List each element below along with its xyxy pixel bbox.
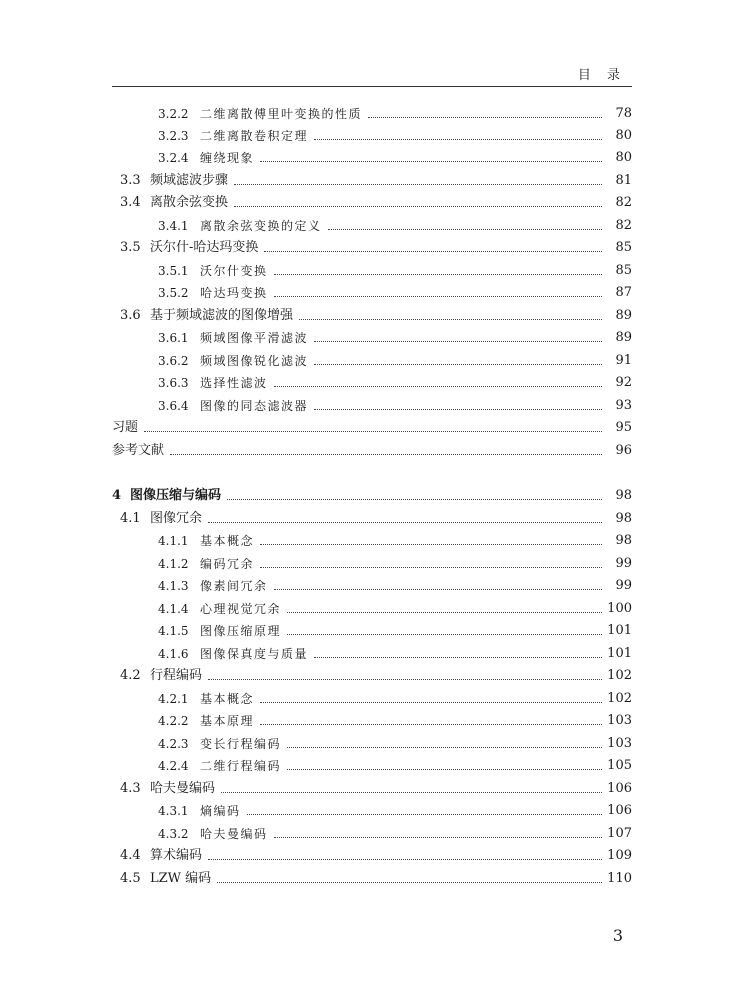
toc-entry-number: 4.2.1 bbox=[158, 692, 189, 706]
toc-entry-page: 81 bbox=[615, 173, 632, 188]
toc-entry-number: 3.2.3 bbox=[158, 129, 189, 143]
toc-entry-title: 熵编码 bbox=[200, 804, 241, 818]
toc-entry[interactable] bbox=[158, 707, 632, 729]
toc-entry[interactable] bbox=[158, 730, 632, 752]
toc-entry-title: 沃尔什变换 bbox=[200, 264, 268, 278]
toc-entry[interactable] bbox=[158, 144, 632, 166]
toc-entry-number: 4.1 bbox=[120, 511, 141, 526]
header-title: 目 录 bbox=[577, 68, 626, 83]
toc-entry[interactable] bbox=[158, 527, 632, 549]
dot-leader bbox=[328, 229, 602, 230]
dot-leader bbox=[234, 206, 602, 207]
dot-leader bbox=[227, 499, 602, 500]
toc-entry-number: 3.2.2 bbox=[158, 107, 189, 121]
toc-entry-page: 93 bbox=[615, 398, 632, 413]
toc-entry-title: 基本概念 bbox=[200, 692, 255, 706]
page-number: 3 bbox=[612, 926, 623, 945]
toc-entry-title: 频域图像平滑滤波 bbox=[200, 331, 309, 345]
toc-entry-page: 89 bbox=[615, 308, 632, 323]
dot-leader bbox=[274, 589, 602, 590]
toc-entry-title: 离散余弦变换 bbox=[150, 195, 229, 210]
toc-entry-number: 3.3 bbox=[120, 173, 141, 188]
toc-entry-number: 4.1.2 bbox=[158, 557, 189, 571]
toc-entry-page: 98 bbox=[615, 511, 632, 526]
toc-entry[interactable] bbox=[158, 685, 632, 707]
toc-entry-number: 3.6.2 bbox=[158, 354, 189, 368]
toc-entry-page: 103 bbox=[607, 736, 632, 751]
toc-entry-number: 4.1.5 bbox=[158, 624, 189, 638]
toc-entry[interactable] bbox=[120, 775, 632, 797]
toc-entry-number: 3.4 bbox=[120, 195, 141, 210]
dot-leader bbox=[274, 296, 602, 297]
toc-entry-title: 图像冗余 bbox=[150, 511, 203, 526]
toc-entry-title: 图像压缩原理 bbox=[200, 624, 282, 638]
toc-entry-number: 3.5.1 bbox=[158, 264, 189, 278]
toc-entry[interactable] bbox=[120, 234, 632, 256]
toc-entry-page: 105 bbox=[607, 758, 632, 773]
toc-entry-page: 85 bbox=[615, 240, 632, 255]
toc-entry-page: 80 bbox=[615, 150, 632, 165]
toc-entry-title: 哈夫曼编码 bbox=[150, 781, 216, 796]
toc-entry-page: 87 bbox=[615, 285, 632, 300]
toc-entry-number: 4.4 bbox=[120, 848, 141, 863]
toc-entry-title: 沃尔什-哈达玛变换 bbox=[150, 240, 259, 255]
toc-entry-page: 85 bbox=[615, 263, 632, 278]
toc-entry-title: 基本原理 bbox=[200, 714, 255, 728]
toc-entry[interactable] bbox=[120, 662, 632, 684]
toc-entry-page: 103 bbox=[607, 713, 632, 728]
toc-entry-title: 习题 bbox=[112, 420, 139, 435]
dot-leader bbox=[287, 634, 602, 635]
dot-leader bbox=[217, 882, 602, 883]
toc-entry-number: 4.3 bbox=[120, 781, 141, 796]
toc-entry-page: 92 bbox=[615, 375, 632, 390]
dot-leader bbox=[314, 341, 602, 342]
toc-entry-number: 4.2.2 bbox=[158, 714, 189, 728]
toc-entry-number: 4.1.1 bbox=[158, 534, 189, 548]
dot-leader bbox=[287, 612, 602, 613]
toc-entry[interactable] bbox=[158, 212, 632, 234]
toc-entry-title: 编码冗余 bbox=[200, 557, 255, 571]
dot-leader bbox=[260, 702, 602, 703]
toc-entry-page: 100 bbox=[607, 601, 632, 616]
running-header bbox=[112, 64, 632, 86]
toc-entry[interactable] bbox=[158, 122, 632, 144]
toc-entry[interactable] bbox=[158, 392, 632, 414]
toc-entry[interactable] bbox=[120, 842, 632, 864]
toc-entry-number: 3.4.1 bbox=[158, 219, 189, 233]
toc-entry[interactable] bbox=[158, 100, 632, 122]
dot-leader bbox=[208, 522, 602, 523]
toc-entry-number: 4.1.6 bbox=[158, 647, 189, 661]
toc-entry-number: 4.3.1 bbox=[158, 804, 189, 818]
toc-entry-title: 哈夫曼编码 bbox=[200, 827, 268, 841]
toc-entry-page: 102 bbox=[607, 691, 632, 706]
dot-leader bbox=[314, 364, 602, 365]
toc-entry-title: 变长行程编码 bbox=[200, 737, 282, 751]
dot-leader bbox=[234, 184, 602, 185]
toc-entry-title: 参考文献 bbox=[112, 443, 165, 458]
toc-entry-number: 3.2.4 bbox=[158, 151, 189, 165]
toc-entry-title: LZW 编码 bbox=[150, 871, 212, 886]
toc-entry-number: 3.5 bbox=[120, 240, 141, 255]
toc-entry[interactable] bbox=[158, 820, 632, 842]
dot-leader bbox=[368, 117, 602, 118]
toc-entry-number: 3.6.4 bbox=[158, 399, 189, 413]
toc-entry[interactable] bbox=[158, 797, 632, 819]
toc-entry[interactable] bbox=[158, 752, 632, 774]
dot-leader bbox=[260, 544, 602, 545]
toc-entry-page: 80 bbox=[615, 128, 632, 143]
toc-entry[interactable] bbox=[158, 640, 632, 662]
toc-entry-title: 缠绕现象 bbox=[200, 151, 255, 165]
toc-entry[interactable] bbox=[158, 347, 632, 369]
toc-entry[interactable] bbox=[158, 550, 632, 572]
toc-entry-page: 82 bbox=[615, 218, 632, 233]
toc-entry[interactable] bbox=[112, 482, 632, 504]
toc-entry-page: 101 bbox=[607, 623, 632, 638]
toc-entry[interactable] bbox=[158, 617, 632, 639]
toc-entry-page: 102 bbox=[607, 668, 632, 683]
dot-leader bbox=[208, 859, 602, 860]
toc-entry-number: 4.2.4 bbox=[158, 759, 189, 773]
dot-leader bbox=[260, 161, 602, 162]
toc-entry[interactable] bbox=[112, 437, 632, 459]
dot-leader bbox=[170, 454, 602, 455]
toc-entry-number: 3.6.3 bbox=[158, 376, 189, 390]
dot-leader bbox=[260, 724, 602, 725]
dot-leader bbox=[314, 139, 602, 140]
dot-leader bbox=[260, 567, 602, 568]
dot-leader bbox=[314, 657, 602, 658]
toc-entry[interactable] bbox=[120, 865, 632, 887]
toc-entry-number: 3.6.1 bbox=[158, 331, 189, 345]
dot-leader bbox=[287, 769, 602, 770]
toc-entry-title: 行程编码 bbox=[150, 668, 203, 683]
toc-entry-title: 基本概念 bbox=[200, 534, 255, 548]
dot-leader bbox=[299, 319, 602, 320]
toc-entry-page: 106 bbox=[607, 803, 632, 818]
dot-leader bbox=[274, 274, 602, 275]
toc-entry-title: 基于频域滤波的图像增强 bbox=[150, 308, 294, 323]
toc-entry-title: 图像的同态滤波器 bbox=[200, 399, 309, 413]
toc-entry[interactable] bbox=[112, 414, 632, 436]
toc-entry-title: 心理视觉冗余 bbox=[200, 602, 282, 616]
toc-entry-page: 98 bbox=[615, 488, 632, 503]
toc-entry[interactable] bbox=[158, 257, 632, 279]
toc-entry-number: 3.5.2 bbox=[158, 286, 189, 300]
toc-entry-page: 101 bbox=[607, 646, 632, 661]
toc-entry[interactable] bbox=[158, 595, 632, 617]
toc-entry-page: 82 bbox=[615, 195, 632, 210]
toc-entry-page: 99 bbox=[615, 556, 632, 571]
dot-leader bbox=[264, 251, 602, 252]
toc-entry-page: 91 bbox=[615, 353, 632, 368]
dot-leader bbox=[144, 431, 602, 432]
toc-entry[interactable] bbox=[120, 505, 632, 527]
toc-entry-title: 哈达玛变换 bbox=[200, 286, 268, 300]
toc-entry-title: 二维离散卷积定理 bbox=[200, 129, 309, 143]
toc-entry[interactable] bbox=[158, 369, 632, 391]
toc-entry[interactable] bbox=[120, 167, 632, 189]
toc-entry-page: 78 bbox=[615, 106, 632, 121]
toc-entry-title: 离散余弦变换的定义 bbox=[200, 219, 322, 233]
toc-entry-number: 4 bbox=[112, 488, 122, 503]
toc-entry-page: 96 bbox=[615, 443, 632, 458]
toc-entry-title: 图像压缩与编码 bbox=[130, 488, 222, 503]
toc-entry-title: 二维行程编码 bbox=[200, 759, 282, 773]
toc-entry-number: 4.3.2 bbox=[158, 827, 189, 841]
toc-entry[interactable] bbox=[120, 302, 632, 324]
dot-leader bbox=[221, 792, 602, 793]
toc-entry-page: 110 bbox=[607, 871, 632, 886]
toc-entry[interactable] bbox=[158, 279, 632, 301]
dot-leader bbox=[314, 409, 602, 410]
toc-entry-number: 4.2 bbox=[120, 668, 141, 683]
toc-entry-page: 95 bbox=[615, 420, 632, 435]
toc-entry-title: 算术编码 bbox=[150, 848, 203, 863]
dot-leader bbox=[274, 386, 602, 387]
toc-entry-title: 频域滤波步骤 bbox=[150, 173, 229, 188]
dot-leader bbox=[274, 837, 602, 838]
toc-entry-title: 选择性滤波 bbox=[200, 376, 268, 390]
dot-leader bbox=[208, 679, 602, 680]
toc-entry-number: 3.6 bbox=[120, 308, 141, 323]
toc-entry-page: 106 bbox=[607, 781, 632, 796]
dot-leader bbox=[287, 747, 602, 748]
toc-entry-page: 99 bbox=[615, 578, 632, 593]
toc-entry-number: 4.1.4 bbox=[158, 602, 189, 616]
toc-entry-number: 4.1.3 bbox=[158, 579, 189, 593]
toc-entry[interactable] bbox=[158, 324, 632, 346]
toc-entry-title: 频域图像锐化滤波 bbox=[200, 354, 309, 368]
toc-entry-number: 4.5 bbox=[120, 871, 141, 886]
toc-entry-title: 像素间冗余 bbox=[200, 579, 268, 593]
toc-entry[interactable] bbox=[158, 572, 632, 594]
toc-entry-page: 107 bbox=[607, 826, 632, 841]
toc-entry-title: 二维离散傅里叶变换的性质 bbox=[200, 107, 363, 121]
dot-leader bbox=[247, 814, 602, 815]
header-rule bbox=[112, 86, 632, 87]
toc-entry-page: 109 bbox=[607, 848, 632, 863]
toc-entry-title: 图像保真度与质量 bbox=[200, 647, 309, 661]
toc-entry-page: 89 bbox=[615, 330, 632, 345]
toc-entry-number: 4.2.3 bbox=[158, 737, 189, 751]
toc-entry[interactable] bbox=[120, 189, 632, 211]
toc-entry-page: 98 bbox=[615, 533, 632, 548]
